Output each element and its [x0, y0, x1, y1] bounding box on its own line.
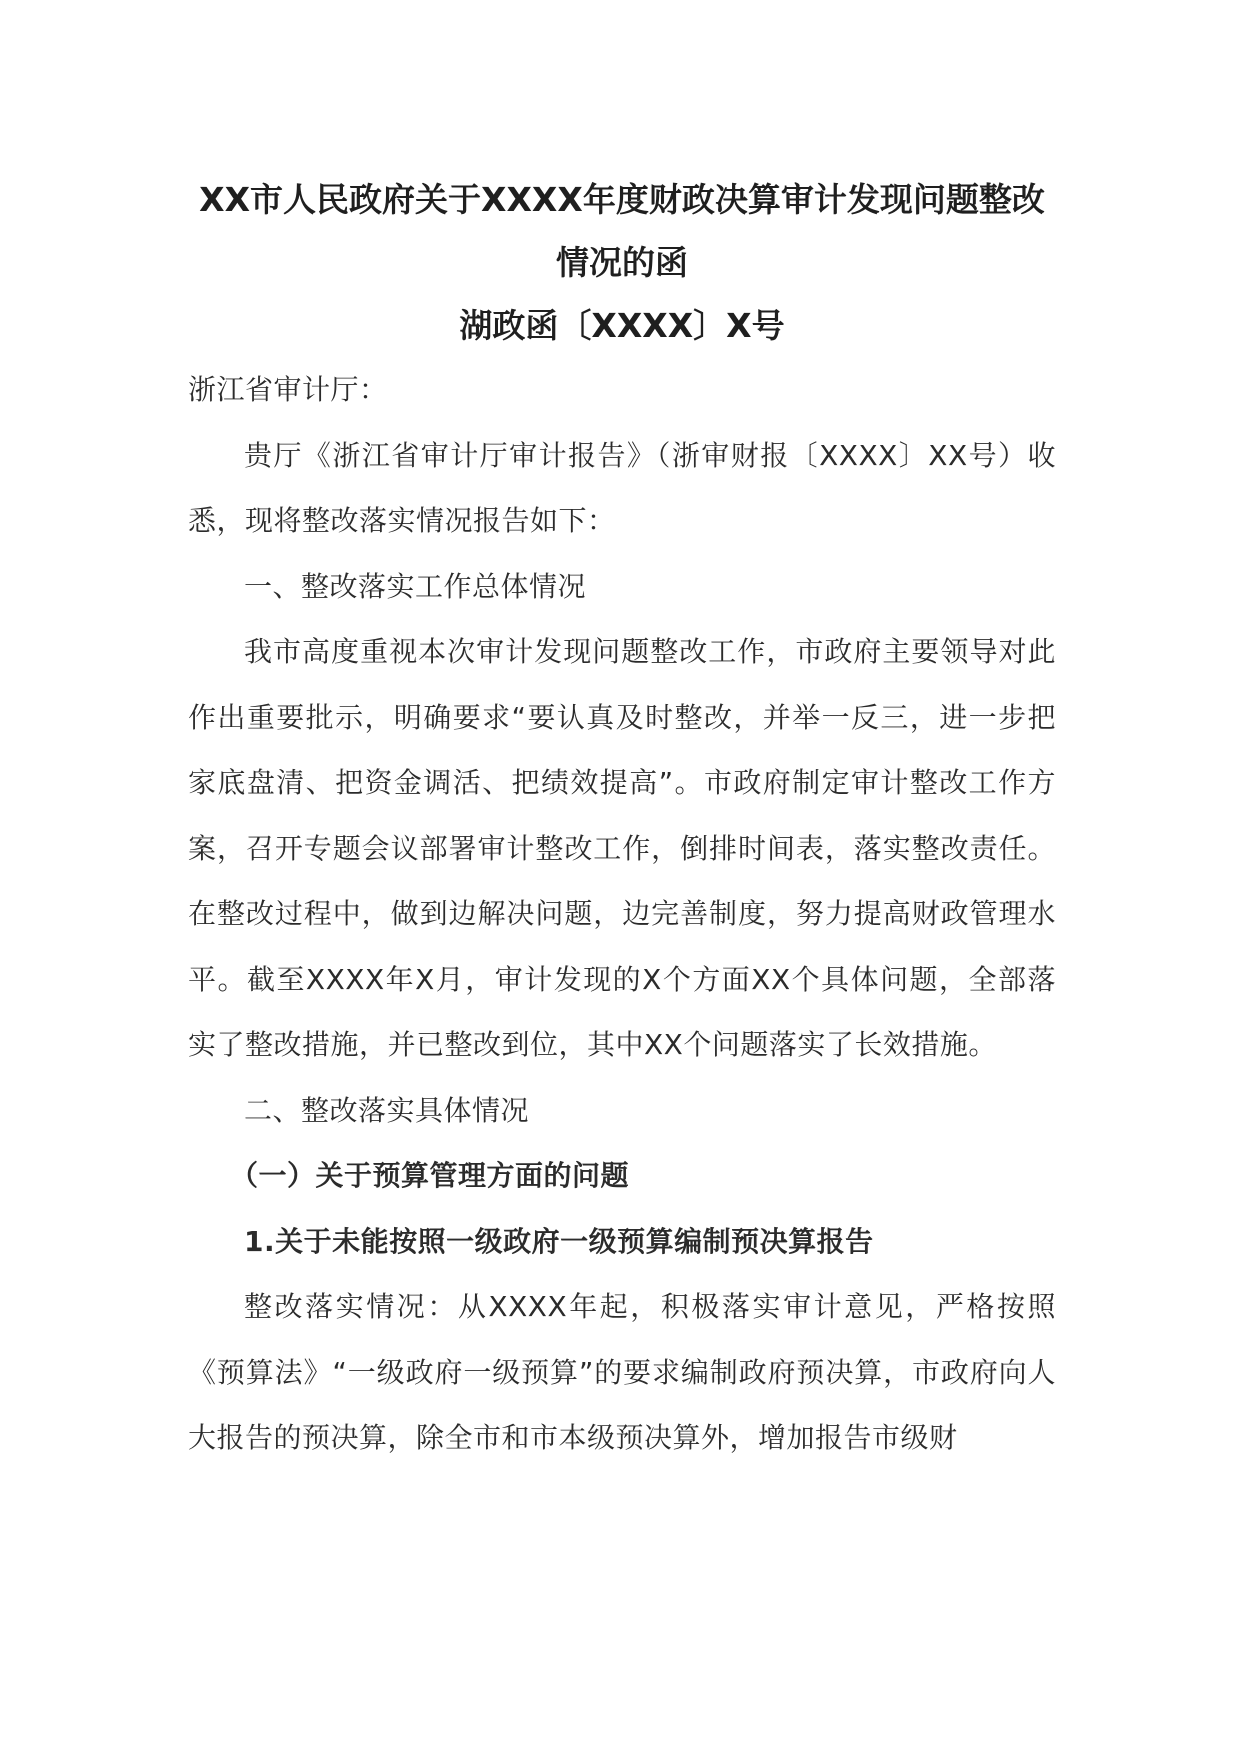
item-heading: 1.关于未能按照一级政府一级预算编制预决算报告	[244, 1224, 874, 1258]
salutation: 浙江省审计厅：	[188, 373, 388, 406]
opening-paragraph: 贵厅《浙江省审计厅审计报告》（浙审财报〔XXXX〕XX号）收悉，现将整改落实情况报告如下：	[188, 438, 1056, 537]
document-number: 湖政函〔XXXX〕X号	[459, 306, 785, 345]
overview-paragraph: 我市高度重视本次审计发现问题整改工作，市政府主要领导对此作出重要批示，明确要求“要认真及时整改，并举一反三，进一步把家底盘清、把资金调活、把绩效提高”。市政府制定审计整改工作方案，召开专题会议部署审计整改工作，倒排时间表，落实整改责任。在整改过程中，做到边解决问题，边完善制度，努力提高财政管理水平。截至XXXX年X月，审计发现的X个方面XX个具体问题，全部落实了整改措施，并已整改到位，其中XX个问题落实了长效措施。	[188, 635, 1056, 1061]
document-title: XX市人民政府关于XXXX年度财政决算审计发现问题整改情况的函	[199, 180, 1045, 282]
document-body	[188, 168, 1056, 1471]
subsection-heading: （一）关于预算管理方面的问题	[230, 1159, 630, 1192]
section-heading-1: 一、整改落实工作总体情况	[244, 569, 587, 603]
rectification-paragraph: 整改落实情况：从XXXX年起，积极落实审计意见，严格按照《预算法》“一级政府一级预算”的要求编制政府预决算，市政府向人大报告的预决算，除全市和市本级预决算外，增加报告市级财	[188, 1290, 1056, 1454]
section-heading-2: 二、整改落实具体情况	[244, 1093, 530, 1127]
